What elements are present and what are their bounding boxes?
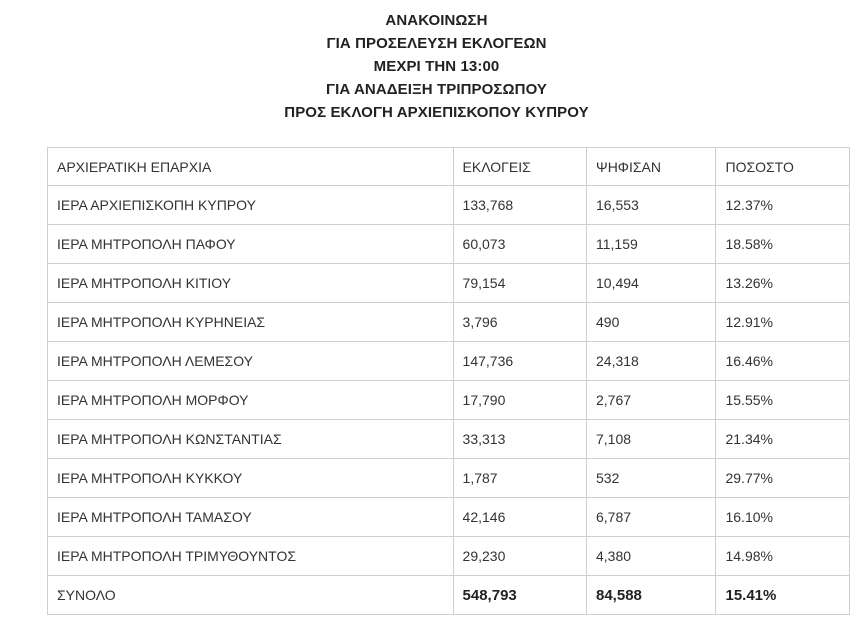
table-row xyxy=(48,420,850,459)
cell-electors: 1,787 xyxy=(453,459,586,498)
cell-diocese: ΙΕΡΑ ΜΗΤΡΟΠΟΛΗ ΛΕΜΕΣΟΥ xyxy=(48,342,454,381)
cell-diocese: ΙΕΡΑ ΜΗΤΡΟΠΟΛΗ ΚΥΡΗΝΕΙΑΣ xyxy=(48,303,454,342)
cell-electors: 29,230 xyxy=(453,537,586,576)
total-label: ΣΥΝΟΛΟ xyxy=(48,576,454,615)
total-percentage: 15.41% xyxy=(716,576,850,615)
header-electors: ΕΚΛΟΓΕΙΣ xyxy=(453,148,586,186)
cell-voted: 6,787 xyxy=(587,498,716,537)
cell-diocese: ΙΕΡΑ ΜΗΤΡΟΠΟΛΗ ΤΡΙΜΥΘΟΥΝΤΟΣ xyxy=(48,537,454,576)
cell-percentage: 16.46% xyxy=(716,342,850,381)
cell-percentage: 12.91% xyxy=(716,303,850,342)
cell-voted: 16,553 xyxy=(587,186,716,225)
cell-electors: 33,313 xyxy=(453,420,586,459)
cell-percentage: 18.58% xyxy=(716,225,850,264)
cell-diocese: ΙΕΡΑ ΜΗΤΡΟΠΟΛΗ ΚΥΚΚΟΥ xyxy=(48,459,454,498)
cell-diocese: ΙΕΡΑ ΑΡΧΙΕΠΙΣΚΟΠΗ ΚΥΠΡΟΥ xyxy=(48,186,454,225)
cell-percentage: 29.77% xyxy=(716,459,850,498)
table-row xyxy=(48,459,850,498)
cell-voted: 490 xyxy=(587,303,716,342)
cell-diocese: ΙΕΡΑ ΜΗΤΡΟΠΟΛΗ ΜΟΡΦΟΥ xyxy=(48,381,454,420)
cell-percentage: 12.37% xyxy=(716,186,850,225)
announcement-heading xyxy=(0,9,865,124)
cell-percentage: 16.10% xyxy=(716,498,850,537)
cell-electors: 147,736 xyxy=(453,342,586,381)
cell-voted: 10,494 xyxy=(587,264,716,303)
cell-percentage: 14.98% xyxy=(716,537,850,576)
cell-percentage: 15.55% xyxy=(716,381,850,420)
cell-voted: 11,159 xyxy=(587,225,716,264)
turnout-table xyxy=(47,147,850,615)
table-row xyxy=(48,342,850,381)
total-voted: 84,588 xyxy=(587,576,716,615)
heading-line-archbishop-election: ΠΡΟΣ ΕΚΛΟΓΗ ΑΡΧΙΕΠΙΣΚΟΠΟΥ ΚΥΠΡΟΥ xyxy=(284,104,589,121)
cell-voted: 2,767 xyxy=(587,381,716,420)
cell-voted: 532 xyxy=(587,459,716,498)
heading-line-voter-turnout: ΓΙΑ ΠΡΟΣΕΛΕΥΣΗ ΕΚΛΟΓΕΩΝ xyxy=(326,35,547,52)
table-row xyxy=(48,264,850,303)
table-row xyxy=(48,381,850,420)
cell-electors: 79,154 xyxy=(453,264,586,303)
table-header-row xyxy=(48,148,850,186)
cell-percentage: 21.34% xyxy=(716,420,850,459)
cell-diocese: ΙΕΡΑ ΜΗΤΡΟΠΟΛΗ ΚΩΝΣΤΑΝΤΙΑΣ xyxy=(48,420,454,459)
total-electors: 548,793 xyxy=(453,576,586,615)
cell-voted: 7,108 xyxy=(587,420,716,459)
table-row xyxy=(48,498,850,537)
cell-electors: 133,768 xyxy=(453,186,586,225)
table-row xyxy=(48,537,850,576)
header-voted: ΨΗΦΙΣΑΝ xyxy=(587,148,716,186)
cell-electors: 17,790 xyxy=(453,381,586,420)
cell-percentage: 13.26% xyxy=(716,264,850,303)
table-total-row xyxy=(48,576,850,615)
cell-diocese: ΙΕΡΑ ΜΗΤΡΟΠΟΛΗ ΤΑΜΑΣΟΥ xyxy=(48,498,454,537)
header-percentage: ΠΟΣΟΣΤΟ xyxy=(716,148,850,186)
cell-electors: 60,073 xyxy=(453,225,586,264)
table-row xyxy=(48,225,850,264)
table-row xyxy=(48,303,850,342)
cell-voted: 24,318 xyxy=(587,342,716,381)
heading-line-announcement: ΑΝΑΚΟΙΝΩΣΗ xyxy=(385,12,488,29)
cell-electors: 3,796 xyxy=(453,303,586,342)
cell-diocese: ΙΕΡΑ ΜΗΤΡΟΠΟΛΗ ΚΙΤΙΟΥ xyxy=(48,264,454,303)
heading-line-triumvirate: ΓΙΑ ΑΝΑΔΕΙΞΗ ΤΡΙΠΡΟΣΩΠΟΥ xyxy=(325,81,548,98)
table-row xyxy=(48,186,850,225)
cell-electors: 42,146 xyxy=(453,498,586,537)
heading-line-time: ΜΕΧΡΙ ΤΗΝ 13:00 xyxy=(373,58,500,75)
header-diocese: ΑΡΧΙΕΡΑΤΙΚΗ ΕΠΑΡΧΙΑ xyxy=(48,148,454,186)
cell-voted: 4,380 xyxy=(587,537,716,576)
cell-diocese: ΙΕΡΑ ΜΗΤΡΟΠΟΛΗ ΠΑΦΟΥ xyxy=(48,225,454,264)
